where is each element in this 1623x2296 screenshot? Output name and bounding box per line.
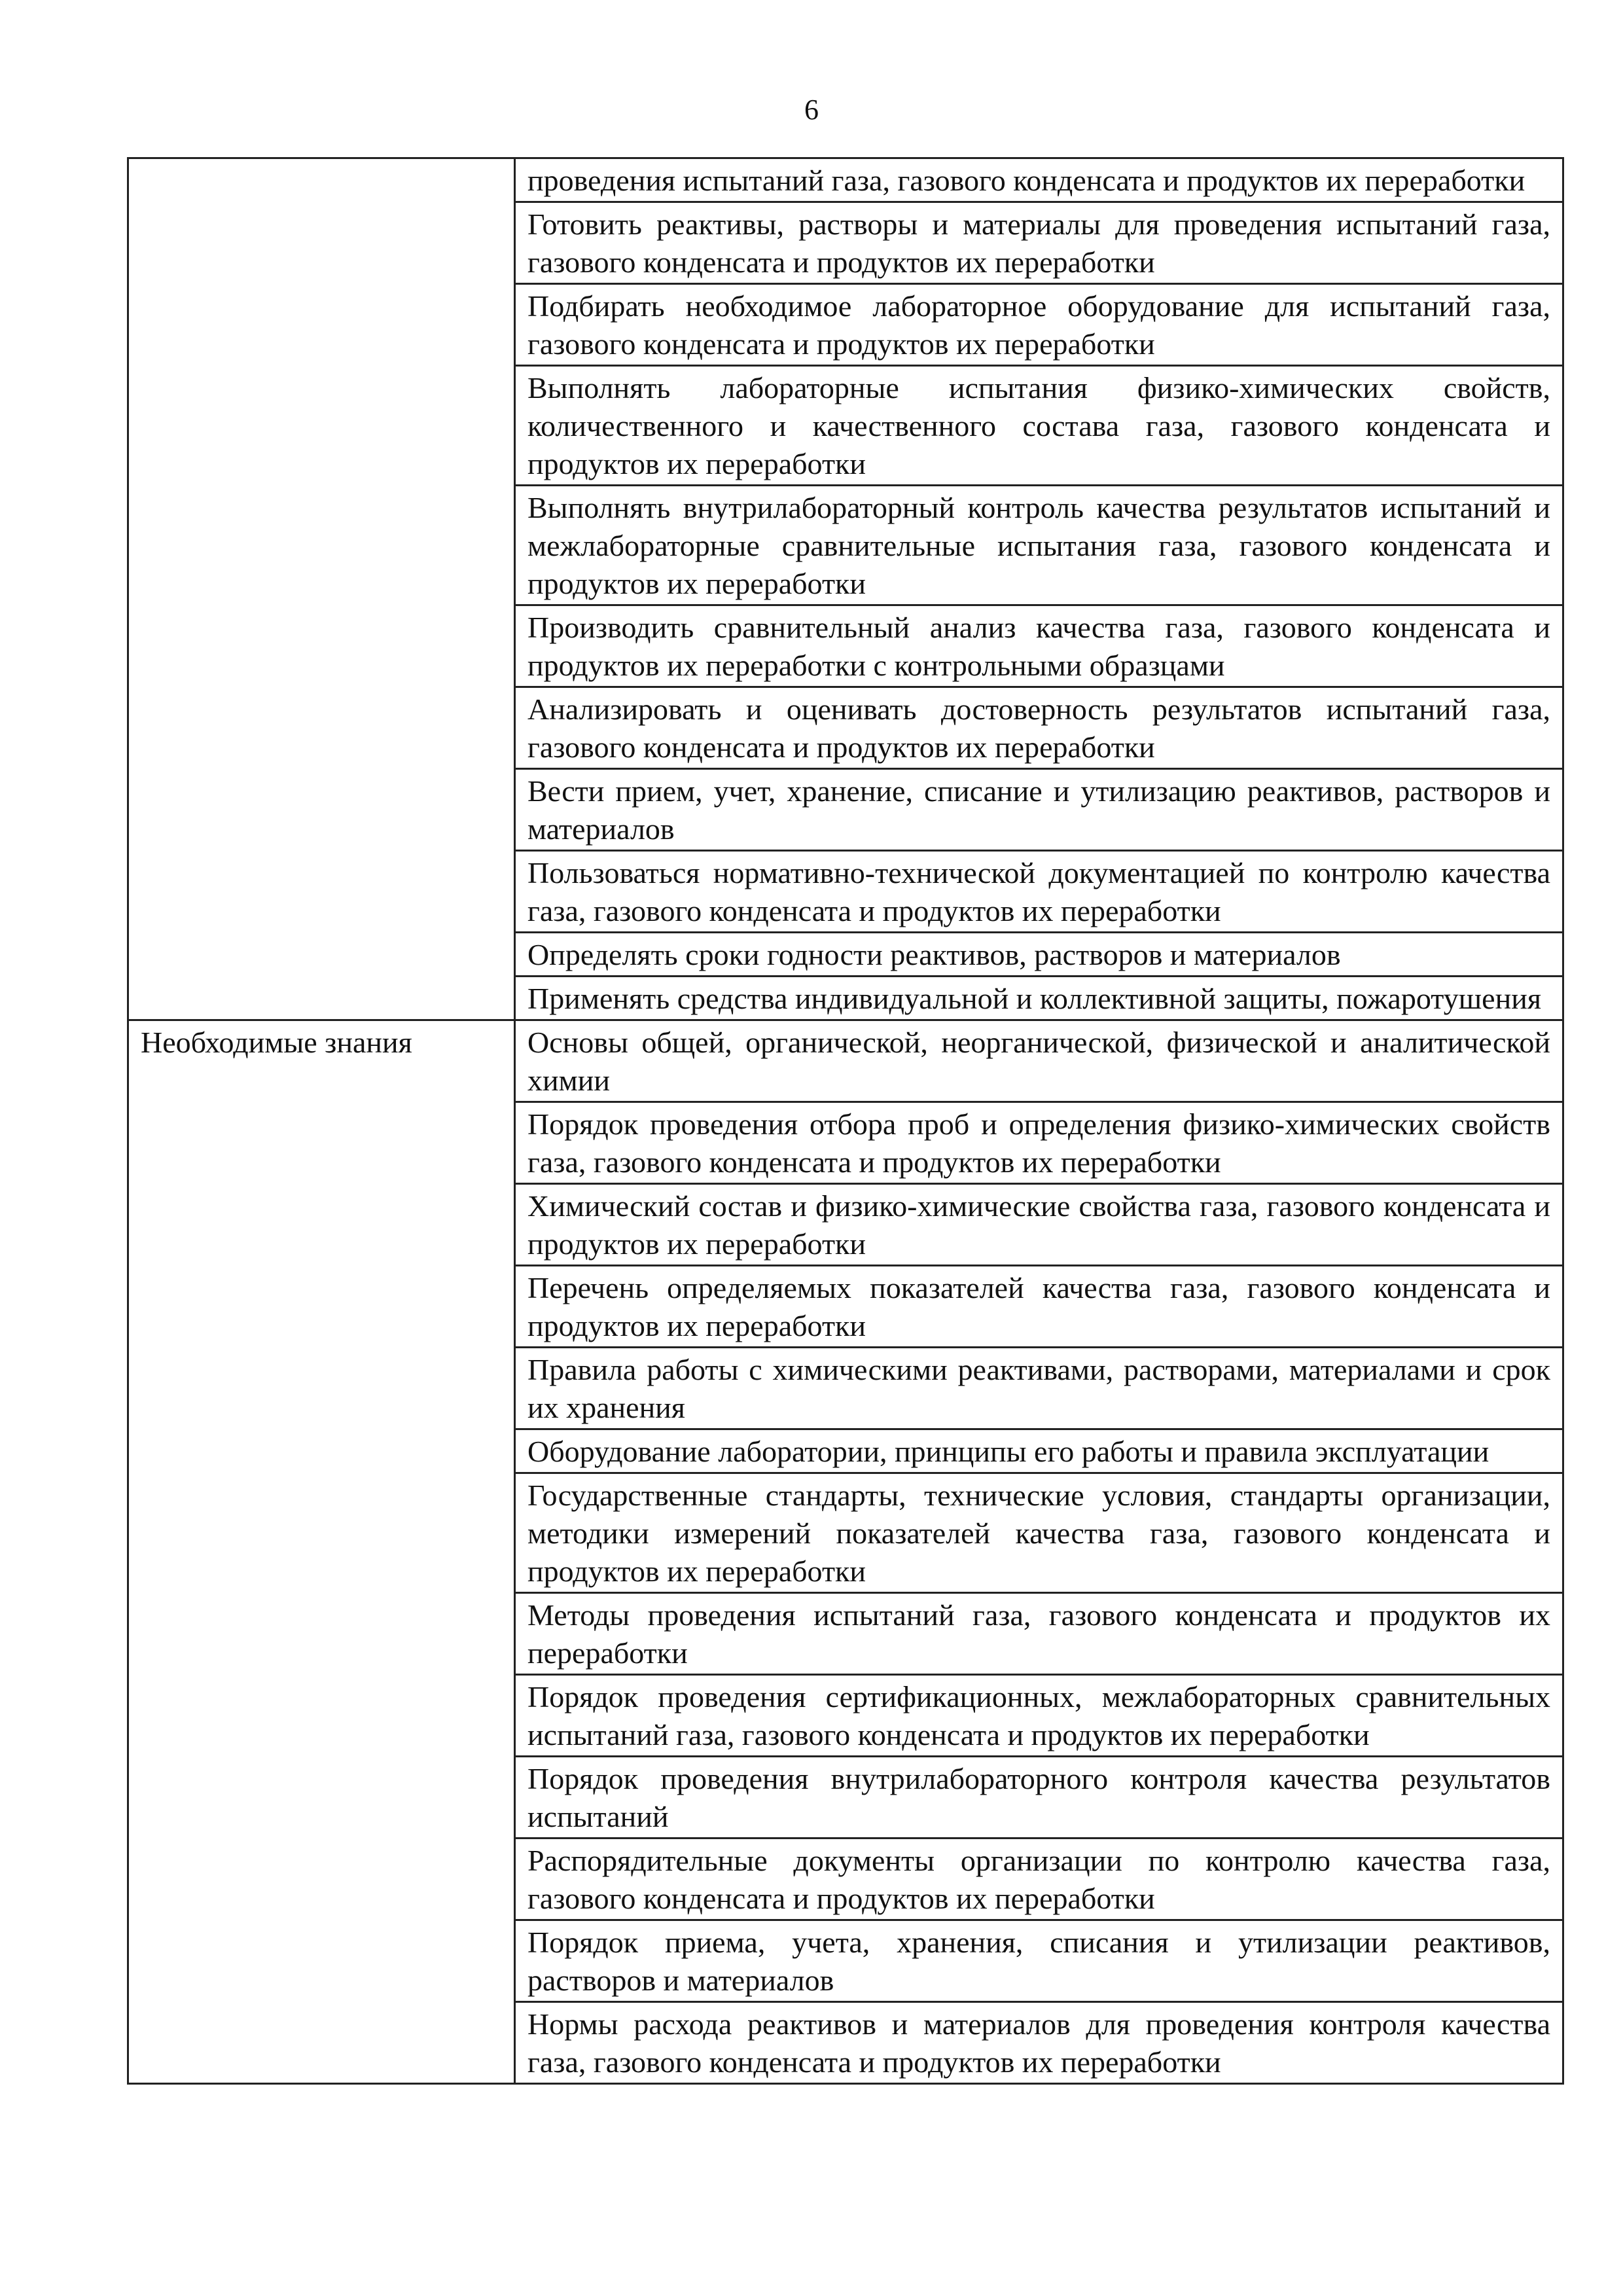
skill-item: Определять сроки годности реактивов, растворов и материалов xyxy=(515,933,1563,977)
skill-item: Готовить реактивы, растворы и материалы для проведения испытаний газа, газового конденсата и продуктов их переработки xyxy=(515,202,1563,284)
knowledge-item: Порядок проведения внутрилабораторного контроля качества результатов испытаний xyxy=(515,1757,1563,1839)
requirements-table xyxy=(127,157,1564,2085)
skill-item: Подбирать необходимое лабораторное оборудование для испытаний газа, газового конденсата и продуктов их переработки xyxy=(515,284,1563,366)
knowledge-item: Оборудование лаборатории, принципы его работы и правила эксплуатации xyxy=(515,1429,1563,1473)
knowledge-item: Химический состав и физико-химические свойства газа, газового конденсата и продуктов их переработки xyxy=(515,1184,1563,1266)
requirements-table-body xyxy=(128,158,1563,2084)
skill-item: Применять средства индивидуальной и коллективной защиты, пожаротушения xyxy=(515,977,1563,1020)
skill-item: Выполнять внутрилабораторный контроль качества результатов испытаний и межлабораторные сравнительные испытания газа, газового конденсата и продуктов их переработки xyxy=(515,486,1563,605)
knowledge-item: Порядок проведения отбора проб и определения физико-химических свойств газа, газового конденсата и продуктов их переработки xyxy=(515,1102,1563,1184)
knowledge-label-cell: Необходимые знания xyxy=(128,1020,515,2084)
skill-item: проведения испытаний газа, газового конденсата и продуктов их переработки xyxy=(515,158,1563,202)
skill-item: Выполнять лабораторные испытания физико-химических свойств, количественного и качественного состава газа, газового конденсата и продуктов их переработки xyxy=(515,366,1563,486)
knowledge-item: Порядок проведения сертификационных, межлабораторных сравнительных испытаний газа, газового конденсата и продуктов их переработки xyxy=(515,1675,1563,1757)
knowledge-item: Нормы расхода реактивов и материалов для проведения контроля качества газа, газового конденсата и продуктов их переработки xyxy=(515,2002,1563,2084)
knowledge-item: Правила работы с химическими реактивами, растворами, материалами и срок их хранения xyxy=(515,1348,1563,1429)
skill-item: Вести прием, учет, хранение, списание и утилизацию реактивов, растворов и материалов xyxy=(515,769,1563,851)
skill-item: Производить сравнительный анализ качества газа, газового конденсата и продуктов их переработки с контрольными образцами xyxy=(515,605,1563,687)
knowledge-item: Государственные стандарты, технические условия, стандарты организации, методики измерений показателей качества газа, газового конденсата и продуктов их переработки xyxy=(515,1473,1563,1593)
skill-item: Пользоваться нормативно-технической документацией по контролю качества газа, газового конденсата и продуктов их переработки xyxy=(515,851,1563,933)
knowledge-item: Методы проведения испытаний газа, газового конденсата и продуктов их переработки xyxy=(515,1593,1563,1675)
knowledge-item: Перечень определяемых показателей качества газа, газового конденсата и продуктов их переработки xyxy=(515,1266,1563,1348)
knowledge-item: Порядок приема, учета, хранения, списания и утилизации реактивов, растворов и материалов xyxy=(515,1920,1563,2002)
skills-label-cell xyxy=(128,158,515,1020)
page-number: 6 xyxy=(804,94,819,126)
table-row xyxy=(128,158,1563,202)
knowledge-item: Основы общей, органической, неорганической, физической и аналитической химии xyxy=(515,1020,1563,1102)
table-row xyxy=(128,1020,1563,1102)
skill-item: Анализировать и оценивать достоверность результатов испытаний газа, газового конденсата и продуктов их переработки xyxy=(515,687,1563,769)
knowledge-item: Распорядительные документы организации по контролю качества газа, газового конденсата и продуктов их переработки xyxy=(515,1839,1563,1920)
